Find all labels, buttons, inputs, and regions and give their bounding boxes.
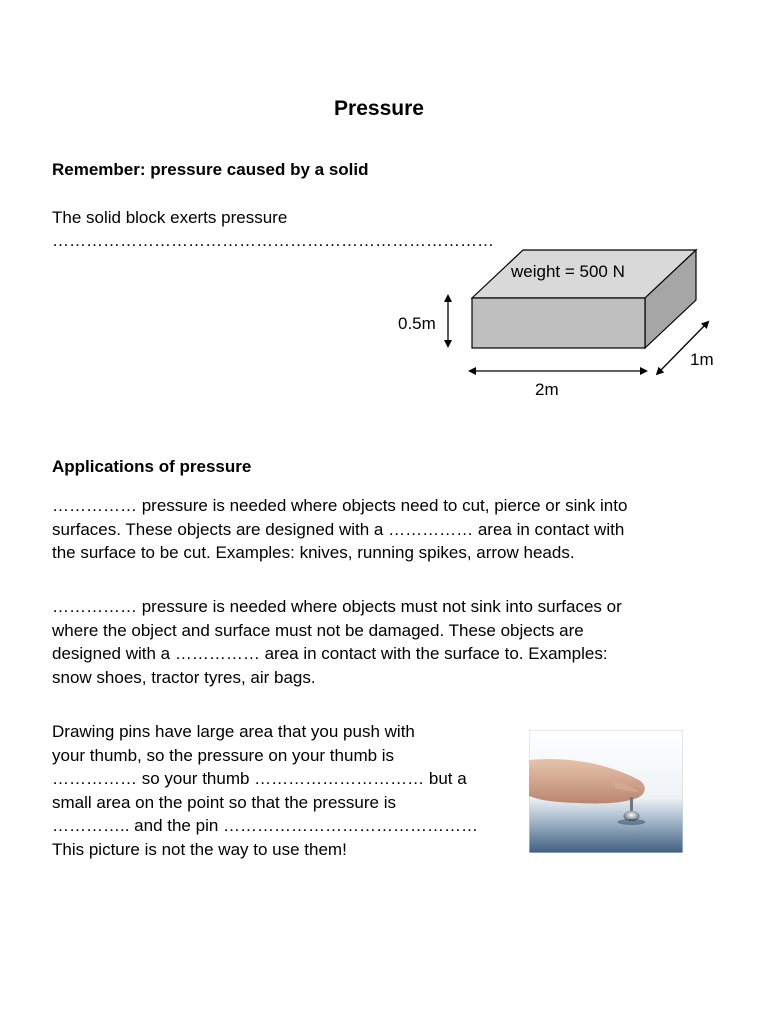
solid-pressure-sentence: The solid block exerts pressure: [52, 208, 288, 227]
solid-block-diagram: [380, 240, 740, 410]
paragraph-line: snow shoes, tractor tyres, air bags.: [52, 667, 316, 687]
depth-label: 1m: [690, 350, 714, 369]
paragraph-line: designed with a …………… area in contact with the surface to. Examples:: [52, 644, 608, 663]
paragraph-line: Drawing pins have large area that you push with: [52, 722, 415, 741]
paragraph-line: small area on the point so that the pressure is: [52, 792, 396, 812]
paragraph-line: …………… pressure is needed where objects need to cut, pierce or sink into: [52, 496, 628, 515]
finger-on-drawing-pin-photo: [529, 730, 683, 853]
paragraph-line: where the object and surface must not be damaged. These objects are: [52, 620, 584, 640]
page-title: Pressure: [334, 97, 424, 120]
weight-label: weight = 500 N: [511, 262, 625, 281]
answer-blank-line: ……………………………………………………………………: [52, 231, 494, 250]
paragraph-line: your thumb, so the pressure on your thumb is: [52, 745, 395, 765]
paragraph-line: surfaces. These objects are designed with a …………… area in contact with: [52, 519, 625, 539]
paragraph-line: ………….. and the pin ………………………………………: [52, 816, 479, 835]
block-front-face: [472, 298, 645, 348]
height-label: 0.5m: [398, 314, 436, 333]
section-heading-applications: Applications of pressure: [52, 457, 252, 476]
paragraph-line: This picture is not the way to use them!: [52, 839, 347, 859]
paragraph-line: …………… pressure is needed where objects must not sink into surfaces or: [52, 597, 622, 616]
paragraph-line: the surface to be cut. Examples: knives, running spikes, arrow heads.: [52, 543, 575, 562]
width-label: 2m: [535, 380, 559, 399]
paragraph-low-pressure: [52, 595, 692, 689]
paragraph-line: …………… so your thumb ………………………… but a: [52, 769, 467, 788]
paragraph-high-pressure: [52, 494, 692, 565]
section-heading-solid: Remember: pressure caused by a solid: [52, 160, 369, 179]
paragraph-drawing-pins: [52, 720, 492, 861]
